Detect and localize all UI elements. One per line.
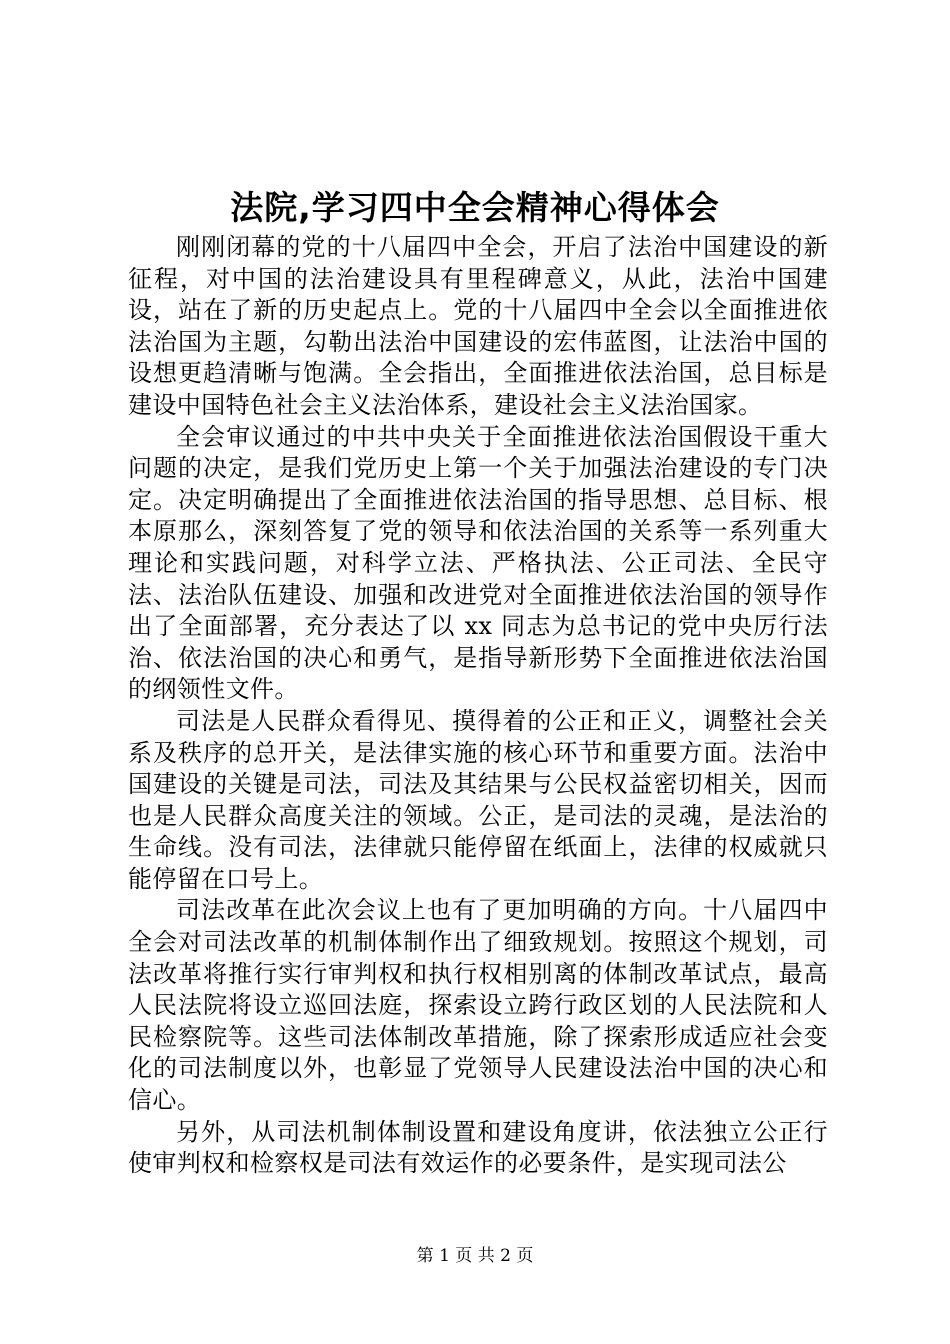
paragraph: 司法改革在此次会议上也有了更加明确的方向。十八届四中全会对司法改革的机制体制作出了细致规划。按照这个规划，司法改革将推行实行审判权和执行权相别离的体制改革试点，最高人民法院将设立巡回法庭，探索设立跨行政区划的人民法院和人民检察院等。这些司法体制改革措施，除了探索形成适应社会变化的司法制度以外，也彰显了党领导人民建设法治中国的决心和信心。 xyxy=(128,896,828,1115)
paragraph: 全会审议通过的中共中央关于全面推进依法治国假设干重大问题的决定，是我们党历史上第一个关于加强法治建设的专门决定。决定明确提出了全面推进依法治国的指导思想、总目标、根本原那么，深刻答复了党的领导和依法治国的关系等一系列重大理论和实践问题，对科学立法、严格执法、公正司法、全民守法、法治队伍建设、加强和改进党对全面推进依法治国的领导作出了全面部署，充分表达了以 xx 同志为总书记的党中央厉行法治、依法治国的决心和勇气，是指导新形势下全面推进依法治国的纲领性文件。 xyxy=(128,422,828,704)
document-title: 法院,学习四中全会精神心得体会 xyxy=(230,188,720,227)
paragraph: 司法是人民群众看得见、摸得着的公正和正义，调整社会关系及秩序的总开关，是法律实施的核心环节和重要方面。法治中国建设的关键是司法，司法及其结果与公民权益密切相关，因而也是人民群众高度关注的领域。公正，是司法的灵魂，是法治的生命线。没有司法，法律就只能停留在纸面上，法律的权威就只能停留在口号上。 xyxy=(128,706,828,893)
page-footer: 第 1 页 共 2 页 xyxy=(416,1246,534,1266)
paragraph: 另外，从司法机制体制设置和建设角度讲，依法独立公正行使审判权和检察权是司法有效运作的必要条件，是实现司法公 xyxy=(128,1117,828,1178)
document-body xyxy=(128,232,828,1180)
paragraph: 刚刚闭幕的党的十八届四中全会，开启了法治中国建设的新征程，对中国的法治建设具有里程碑意义，从此，法治中国建设，站在了新的历史起点上。党的十八届四中全会以全面推进依法治国为主题，勾勒出法治中国建设的宏伟蓝图，让法治中国的设想更趋清晰与饱满。全会指出，全面推进依法治国，总目标是建设中国特色社会主义法治体系，建设社会主义法治国家。 xyxy=(128,233,828,419)
